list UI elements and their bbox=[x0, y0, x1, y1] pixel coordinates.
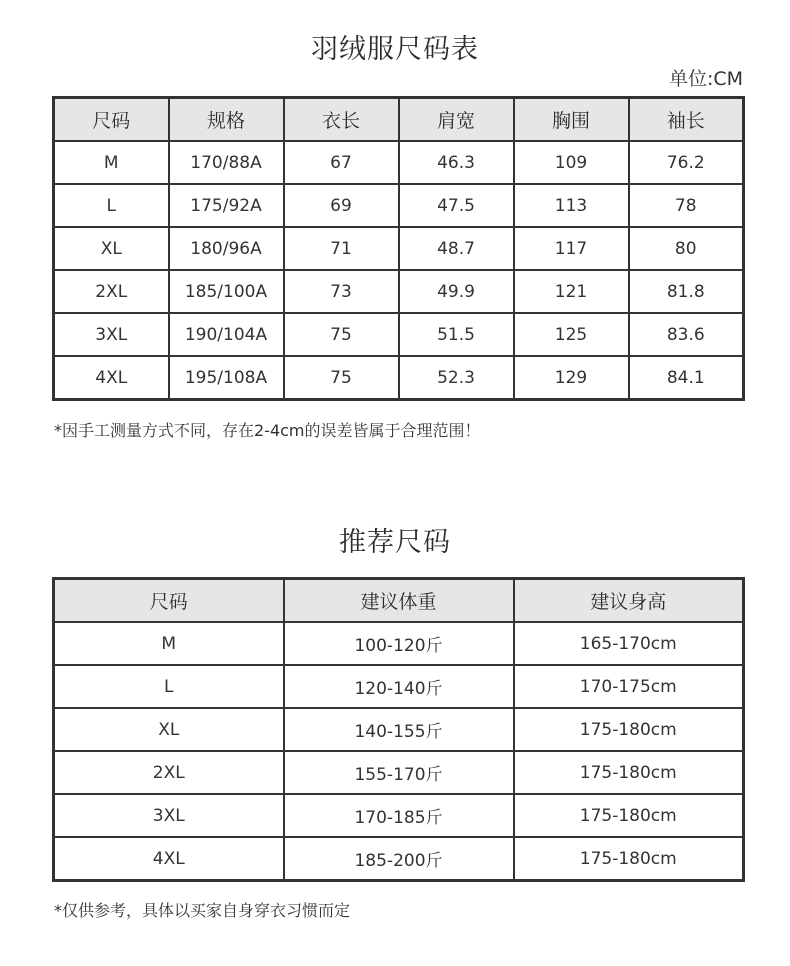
cell-chest: 129 bbox=[514, 356, 629, 400]
unit-label: 单位:CM bbox=[668, 68, 743, 90]
cell-sleeve: 76.2 bbox=[629, 141, 744, 184]
cell-weight: 100-120斤 bbox=[284, 622, 514, 665]
measurement-note: *因手工测量方式不同，存在2-4cm的误差皆属于合理范围！ bbox=[54, 421, 481, 440]
header-size: 尺码 bbox=[54, 579, 284, 623]
table-header-row bbox=[54, 98, 744, 142]
table-row bbox=[54, 794, 744, 837]
header-shoulder: 肩宽 bbox=[399, 98, 514, 142]
table-row bbox=[54, 751, 744, 794]
cell-size: 2XL bbox=[54, 751, 284, 794]
cell-length: 75 bbox=[284, 356, 399, 400]
cell-spec: 195/108A bbox=[169, 356, 284, 400]
cell-size: 2XL bbox=[54, 270, 169, 313]
cell-sleeve: 84.1 bbox=[629, 356, 744, 400]
cell-size: 4XL bbox=[54, 356, 169, 400]
cell-chest: 117 bbox=[514, 227, 629, 270]
header-height: 建议身高 bbox=[514, 579, 744, 623]
cell-spec: 180/96A bbox=[169, 227, 284, 270]
header-chest: 胸围 bbox=[514, 98, 629, 142]
cell-shoulder: 46.3 bbox=[399, 141, 514, 184]
cell-sleeve: 81.8 bbox=[629, 270, 744, 313]
cell-chest: 121 bbox=[514, 270, 629, 313]
cell-spec: 175/92A bbox=[169, 184, 284, 227]
header-weight: 建议体重 bbox=[284, 579, 514, 623]
cell-chest: 113 bbox=[514, 184, 629, 227]
table-row bbox=[54, 665, 744, 708]
table-header-row bbox=[54, 579, 744, 623]
size-chart-table bbox=[52, 96, 745, 401]
size-chart-title: 羽绒服尺码表 bbox=[311, 34, 479, 65]
table-row bbox=[54, 141, 744, 184]
table-row bbox=[54, 313, 744, 356]
header-spec: 规格 bbox=[169, 98, 284, 142]
cell-height: 175-180cm bbox=[514, 837, 744, 881]
recommend-table bbox=[52, 577, 745, 882]
cell-length: 73 bbox=[284, 270, 399, 313]
cell-size: L bbox=[54, 184, 169, 227]
cell-shoulder: 47.5 bbox=[399, 184, 514, 227]
cell-chest: 125 bbox=[514, 313, 629, 356]
cell-length: 67 bbox=[284, 141, 399, 184]
table-row bbox=[54, 227, 744, 270]
table-row bbox=[54, 837, 744, 881]
cell-height: 175-180cm bbox=[514, 751, 744, 794]
cell-shoulder: 49.9 bbox=[399, 270, 514, 313]
cell-weight: 185-200斤 bbox=[284, 837, 514, 881]
table-row bbox=[54, 184, 744, 227]
cell-weight: 170-185斤 bbox=[284, 794, 514, 837]
cell-height: 170-175cm bbox=[514, 665, 744, 708]
cell-spec: 170/88A bbox=[169, 141, 284, 184]
cell-size: 3XL bbox=[54, 313, 169, 356]
cell-size: 4XL bbox=[54, 837, 284, 881]
cell-length: 71 bbox=[284, 227, 399, 270]
cell-weight: 155-170斤 bbox=[284, 751, 514, 794]
table-row bbox=[54, 270, 744, 313]
cell-height: 175-180cm bbox=[514, 794, 744, 837]
cell-height: 175-180cm bbox=[514, 708, 744, 751]
cell-sleeve: 83.6 bbox=[629, 313, 744, 356]
cell-height: 165-170cm bbox=[514, 622, 744, 665]
header-sleeve: 袖长 bbox=[629, 98, 744, 142]
cell-size: XL bbox=[54, 227, 169, 270]
cell-weight: 140-155斤 bbox=[284, 708, 514, 751]
cell-size: M bbox=[54, 141, 169, 184]
cell-spec: 190/104A bbox=[169, 313, 284, 356]
recommend-title: 推荐尺码 bbox=[339, 527, 451, 558]
cell-length: 75 bbox=[284, 313, 399, 356]
cell-chest: 109 bbox=[514, 141, 629, 184]
cell-size: 3XL bbox=[54, 794, 284, 837]
header-length: 衣长 bbox=[284, 98, 399, 142]
cell-shoulder: 48.7 bbox=[399, 227, 514, 270]
cell-spec: 185/100A bbox=[169, 270, 284, 313]
header-size: 尺码 bbox=[54, 98, 169, 142]
cell-weight: 120-140斤 bbox=[284, 665, 514, 708]
cell-sleeve: 78 bbox=[629, 184, 744, 227]
cell-shoulder: 51.5 bbox=[399, 313, 514, 356]
table-row bbox=[54, 708, 744, 751]
reference-note: *仅供参考，具体以买家自身穿衣习惯而定 bbox=[54, 901, 351, 920]
table-row bbox=[54, 622, 744, 665]
cell-shoulder: 52.3 bbox=[399, 356, 514, 400]
cell-size: M bbox=[54, 622, 284, 665]
cell-size: L bbox=[54, 665, 284, 708]
table-row bbox=[54, 356, 744, 400]
cell-size: XL bbox=[54, 708, 284, 751]
cell-length: 69 bbox=[284, 184, 399, 227]
cell-sleeve: 80 bbox=[629, 227, 744, 270]
